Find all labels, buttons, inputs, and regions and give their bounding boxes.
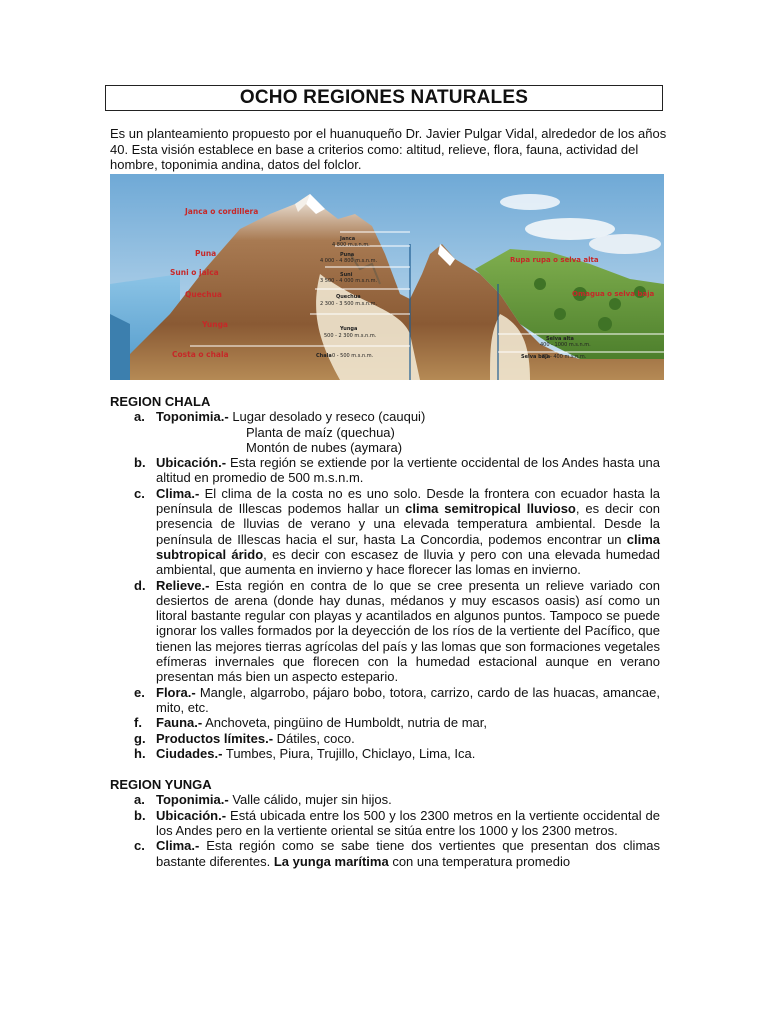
list-marker: c.	[134, 485, 145, 501]
item-text: Planta de maíz (quechua)	[246, 424, 395, 440]
list-marker: e.	[134, 684, 145, 700]
item-emphasis: clima semitropical lluvioso	[405, 501, 576, 517]
document-title: OCHO REGIONES NATURALES	[105, 85, 663, 111]
list-marker: b.	[134, 807, 146, 823]
regions-illustration	[110, 174, 664, 380]
item-label: Clima.-	[156, 838, 200, 854]
tier-yunga: Yunga	[340, 326, 358, 332]
list-marker: f.	[134, 715, 142, 731]
tier-chala: Chala	[316, 353, 332, 359]
tier-puna-alt: 4 000 - 4 800 m.s.n.m.	[320, 258, 378, 264]
document-body	[110, 394, 660, 869]
item-text: Dátiles, coco.	[276, 730, 355, 746]
item-label: Ubicación.-	[156, 455, 227, 471]
list-item	[110, 455, 660, 486]
item-text: Anchoveta, pingüino de Humboldt, nutria de mar,	[205, 715, 487, 731]
list-marker: b.	[134, 455, 146, 471]
list-item	[110, 715, 660, 730]
list-marker: c.	[134, 838, 145, 854]
label-quechua: Quechua	[185, 290, 222, 299]
item-text: Está ubicada entre los 500 y los 2300 metros en la vertiente occidental de los Andes pero en la vertiente oriental se sitúa entre los 1000 y los 2300 metros.	[156, 807, 660, 839]
item-text: El clima de la costa no es uno solo. Desde la frontera con ecuador hasta la península de Illescas podemos hallar un	[156, 485, 660, 517]
label-suni: Suni o jalca	[170, 268, 219, 277]
item-text: Esta región como se sabe tiene dos vertientes que presentan dos climas bastante diferentes.	[156, 838, 660, 869]
item-text: , es decir con escasez de lluvia y pero con una elevada humedad ambiental, que aumenta en invierno y hace florecer las lomas en invierno.	[156, 546, 660, 578]
list-marker: d.	[134, 577, 146, 593]
item-emphasis: La yunga marítima	[273, 853, 389, 869]
item-text: , es decir con presencia de lluvias de verano y una elevada temperatura ambiental. Desde la península de Illescas hacia el sur, hasta La Concordia, podemos encontrar un	[156, 501, 660, 547]
label-janca: Janca o cordillera	[185, 207, 259, 216]
tier-selva-alta-alt: 400 - 1000 m.s.n.m.	[540, 342, 591, 348]
tier-selva-baja: Selva baja	[521, 354, 551, 360]
list-item	[110, 685, 660, 716]
tier-yunga-alt: 500 - 2 300 m.s.n.m.	[324, 333, 377, 339]
item-text: Esta región en contra de lo que se cree presenta un relieve variado con desiertos de arena (donde hay dunas, médanos y muy escasos oasis) así como un litoral bastante regular con playas y acantilados en algunos puntos. Tampoco se puede ignorar los valles formados por la deyección de los ríos de la vertiente del Pacífico, que tienen las mejores tierras agrícolas del país y las lomas que son formaciones vegetales efímeras invernales que florecen con la humedad estacional aunque en verano presentan más bien un aspecto estepario.	[156, 577, 660, 685]
list-marker: h.	[134, 745, 146, 761]
list-marker: a.	[134, 792, 145, 808]
tier-quechua-alt: 2 300 - 3 500 m.s.n.m.	[320, 301, 378, 307]
item-label: Flora.-	[156, 684, 196, 700]
tier-chala-alt: 0 - 500 m.s.n.m.	[332, 353, 374, 359]
item-text: Lugar desolado y reseco (cauqui)	[232, 409, 426, 425]
list-item	[110, 792, 660, 807]
tier-selva-alta: Selva alta	[546, 336, 574, 342]
list-item	[110, 838, 660, 869]
tier-suni: Suni	[340, 272, 353, 278]
tier-quechua: Quechua	[336, 294, 361, 300]
item-label: Fauna.-	[156, 715, 203, 731]
list-marker: a.	[134, 409, 145, 425]
list-item	[110, 486, 660, 578]
tier-puna: Puna	[340, 252, 355, 258]
list-item	[110, 409, 660, 424]
tier-suni-alt: 3 500 - 4 000 m.s.n.m.	[320, 278, 378, 284]
list-marker: g.	[134, 730, 146, 746]
list-item	[110, 731, 660, 746]
label-puna: Puna	[195, 249, 217, 258]
label-yunga: Yunga	[202, 320, 228, 329]
item-label: Ciudades.-	[156, 745, 223, 761]
item-text: Valle cálido, mujer sin hijos.	[232, 792, 392, 808]
intro-paragraph: Es un planteamiento propuesto por el huanuqueño Dr. Javier Pulgar Vidal, alrededor de los años 40. Esta visión establece en base a criterios como: altitud, relieve, flora, fauna, actividad del hombre, toponimia andina, datos del folclor.	[110, 126, 667, 172]
label-omagua: Omagua o selva baja	[572, 290, 655, 298]
item-text: Tumbes, Piura, Trujillo, Chiclayo, Lima, Ica.	[225, 745, 476, 761]
heading-region-chala: REGION CHALA	[110, 394, 211, 409]
item-label: Toponimia.-	[156, 792, 229, 808]
label-rupa-rupa: Rupa rupa o selva alta	[510, 256, 599, 264]
tier-janca-alt: 4 800 m.s.n.m.	[332, 242, 370, 248]
tier-selva-baja-alt: 80 - 400 m.s.n.m.	[542, 354, 587, 360]
item-label: Toponimia.-	[156, 409, 229, 425]
item-text: Esta región se extiende por la vertiente occidental de los Andes hasta una altitud en promedio de 500 m.s.n.m.	[156, 455, 660, 486]
item-label: Relieve.-	[156, 577, 210, 593]
heading-region-yunga: REGION YUNGA	[110, 777, 212, 793]
tier-janca: Janca	[340, 236, 356, 242]
item-label: Clima.-	[156, 485, 200, 501]
item-label: Productos límites.-	[156, 730, 274, 746]
item-text: Montón de nubes (aymara)	[246, 439, 403, 455]
list-item	[110, 746, 660, 761]
label-chala: Costa o chala	[172, 350, 229, 359]
item-emphasis: clima subtropical árido	[156, 531, 660, 562]
list-item	[110, 578, 660, 685]
list-item	[110, 808, 660, 839]
item-text: con una temperatura promedio	[392, 853, 571, 869]
item-text: Mangle, algarrobo, pájaro bobo, totora, carrizo, cardo de las huacas, amancae, mito, etc.	[156, 684, 660, 715]
item-label: Ubicación.-	[156, 807, 227, 823]
